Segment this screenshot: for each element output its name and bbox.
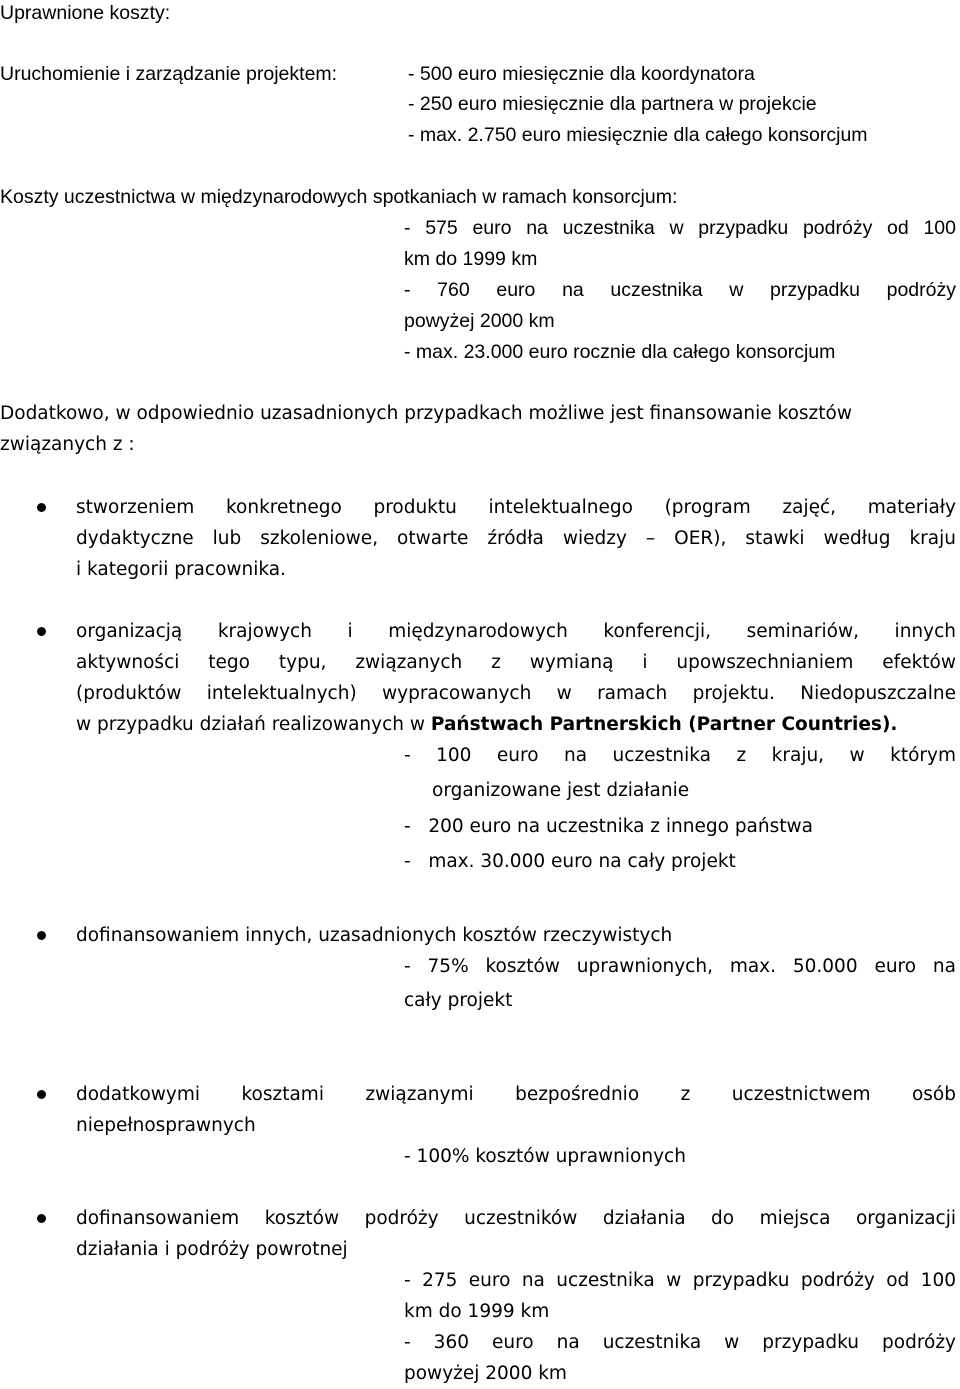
bullet-4-line: dodatkowymi kosztami związanymi bezpośrednio z uczestnictwem osób	[76, 1084, 956, 1105]
bullet-5-rate: - 275 euro na uczestnika w przypadku podróży od 100	[404, 1270, 956, 1291]
bullet-4-rate: - 100% kosztów uprawnionych	[404, 1146, 686, 1167]
bullet-5-line: dofinansowaniem kosztów podróży uczestników działania do miejsca organizacji	[76, 1208, 956, 1229]
bullet-3-line: dofinansowaniem innych, uzasadnionych kosztów rzeczywistych	[76, 925, 673, 946]
page-title: Uprawnione koszty:	[0, 2, 171, 24]
bullet-3-rate: - 75% kosztów uprawnionych, max. 50.000 euro na	[404, 956, 956, 977]
management-label: Uruchomienie i zarządzanie projektem:	[0, 63, 338, 85]
bullet-2-line: (produktów intelektualnych) wypracowanych w ramach projektu. Niedopuszczalne	[76, 683, 956, 704]
meetings-rate-line: km do 1999 km	[404, 248, 538, 270]
bullet-2-rate: - 100 euro na uczestnika z kraju, w którym	[404, 745, 956, 766]
bullet-icon	[37, 627, 46, 636]
meetings-label: Koszty uczestnictwa w międzynarodowych spotkaniach w ramach konsorcjum:	[0, 186, 678, 208]
bullet-1-line: stworzeniem konkretnego produktu intelektualnego (program zajęć, materiały	[76, 497, 956, 518]
additional-intro: Dodatkowo, w odpowiednio uzasadnionych przypadkach możliwe jest finansowanie kosztów	[0, 403, 852, 424]
bullet-icon	[37, 503, 46, 512]
bullet-2-rate: - 200 euro na uczestnika z innego państwa	[404, 816, 813, 837]
bullet-2-rate: organizowane jest działanie	[432, 780, 690, 801]
bullet-4-line: niepełnosprawnych	[76, 1115, 256, 1136]
additional-intro: związanych z :	[0, 434, 135, 455]
meetings-rate-line: - 760 euro na uczestnika w przypadku podróży	[404, 279, 956, 301]
partner-countries-bold: Państwach Partnerskich (Partner Countries).	[430, 714, 898, 735]
meetings-rate-line: - max. 23.000 euro rocznie dla całego konsorcjum	[404, 341, 836, 363]
management-item: - 250 euro miesięcznie dla partnera w projekcie	[408, 93, 817, 115]
bullet-icon	[37, 931, 46, 940]
bullet-icon	[37, 1090, 46, 1099]
bullet-icon	[37, 1214, 46, 1223]
meetings-rate-line: powyżej 2000 km	[404, 310, 555, 332]
bullet-2-line	[76, 713, 897, 737]
bullet-2-line: organizacją krajowych i międzynarodowych konferencji, seminariów, innych	[76, 621, 956, 642]
bullet-1-line: i kategorii pracownika.	[76, 559, 286, 580]
bullet-2-line-text: w przypadku działań realizowanych w	[76, 714, 431, 735]
bullet-5-rate: - 360 euro na uczestnika w przypadku podróży	[404, 1332, 956, 1353]
bullet-2-line: aktywności tego typu, związanych z wymianą i upowszechnianiem efektów	[76, 652, 956, 673]
bullet-2-rate: - max. 30.000 euro na cały projekt	[404, 851, 736, 872]
bullet-5-line: działania i podróży powrotnej	[76, 1239, 348, 1260]
bullet-3-rate: cały projekt	[404, 990, 513, 1011]
management-item: - 500 euro miesięcznie dla koordynatora	[408, 63, 755, 85]
management-item: - max. 2.750 euro miesięcznie dla całego konsorcjum	[408, 124, 868, 146]
bullet-5-rate: powyżej 2000 km	[404, 1363, 567, 1384]
bullet-5-rate: km do 1999 km	[404, 1301, 550, 1322]
bullet-1-line: dydaktyczne lub szkoleniowe, otwarte źródła wiedzy – OER), stawki według kraju	[76, 528, 956, 549]
meetings-rate-line: - 575 euro na uczestnika w przypadku podróży od 100	[404, 217, 956, 239]
